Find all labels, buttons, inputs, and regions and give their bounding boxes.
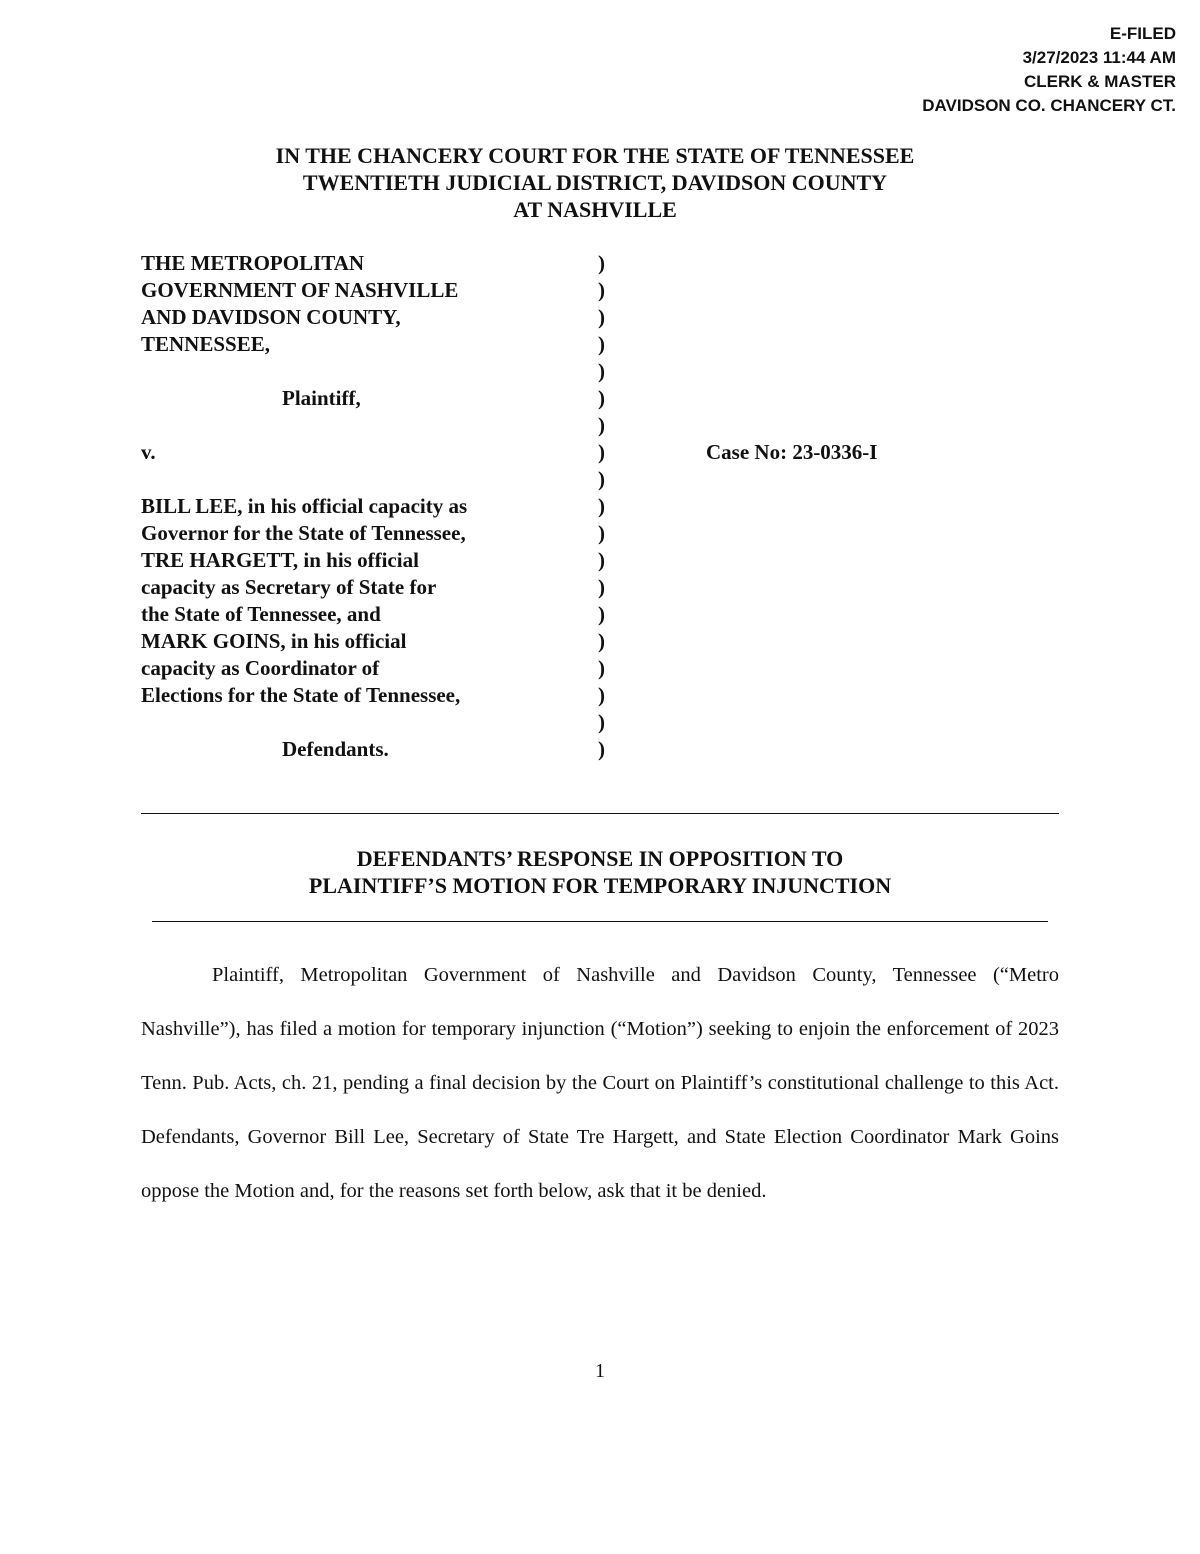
body-paragraph: Plaintiff, Metropolitan Government of Nashville and Davidson County, Tennessee (“Metro Nashville”), has filed a motion for temporary injunction (“Motion”) seeking to enjoin the enforcement of 2023 Tenn. Pub. Acts, ch. 21, pending a final decision by the Court on Plaintiff’s constitutional challenge to this Act. Defendants, Governor Bill Lee, Secretary of State Tre Hargett, and State Election Coordinator Mark Goins oppose the Motion and, for the reasons set forth below, ask that it be denied. [141, 964, 1059, 1202]
court-header-line: TWENTIETH JUDICIAL DISTRICT, DAVIDSON COUNTY [302, 170, 888, 195]
spacer [141, 358, 581, 385]
defendant-name-line: capacity as Coordinator of [141, 656, 380, 680]
stamp-line: CLERK & MASTER [1023, 72, 1176, 91]
versus-label: v. [141, 440, 156, 464]
plaintiff-name-line: AND DAVIDSON COUNTY, [141, 305, 401, 329]
plaintiff-name-line: GOVERNMENT OF NASHVILLE [141, 278, 459, 302]
stamp-line: E-FILED [1109, 24, 1176, 43]
plaintiff-label: Plaintiff, [282, 386, 361, 410]
paren-mark: ) [598, 548, 605, 572]
spacer [141, 709, 581, 736]
paren-mark: ) [598, 629, 605, 653]
caption-paren-column [598, 250, 605, 763]
title-divider-top [141, 813, 1059, 814]
paren-mark: ) [598, 386, 605, 410]
paren-mark: ) [598, 467, 605, 491]
document-title [0, 845, 1200, 899]
defendant-label: Defendants. [282, 737, 389, 761]
paren-mark: ) [598, 332, 605, 356]
caption-parties [141, 250, 581, 763]
paren-mark: ) [598, 683, 605, 707]
page-number: 1 [595, 1360, 605, 1382]
plaintiff-name-line: THE METROPOLITAN [141, 251, 365, 275]
paren-mark: ) [598, 440, 605, 464]
paren-mark: ) [598, 575, 605, 599]
stamp-line: DAVIDSON CO. CHANCERY CT. [922, 96, 1176, 115]
paren-mark: ) [598, 278, 605, 302]
stamp-line: 3/27/2023 11:44 AM [1022, 48, 1176, 67]
defendant-name-line: capacity as Secretary of State for [141, 575, 437, 599]
defendant-name-line: BILL LEE, in his official capacity as [141, 494, 468, 518]
paren-mark: ) [598, 413, 605, 437]
defendant-name-line: Governor for the State of Tennessee, [141, 521, 466, 545]
body-text [141, 948, 1059, 1218]
spacer [141, 412, 581, 439]
paren-mark: ) [598, 656, 605, 680]
paren-mark: ) [598, 359, 605, 383]
paren-mark: ) [598, 494, 605, 518]
paren-mark: ) [598, 737, 605, 761]
paren-mark: ) [598, 305, 605, 329]
court-header-line: IN THE CHANCERY COURT FOR THE STATE OF TENNESSEE [275, 143, 915, 168]
spacer [141, 466, 581, 493]
defendant-name-line: Elections for the State of Tennessee, [141, 683, 461, 707]
document-title-line: PLAINTIFF’S MOTION FOR TEMPORARY INJUNCTION [308, 873, 892, 898]
paren-mark: ) [598, 710, 605, 734]
e-filed-stamp [922, 22, 1176, 118]
plaintiff-name-line: TENNESSEE, [141, 332, 270, 356]
case-number: Case No: 23-0336-I [706, 440, 878, 464]
paren-mark: ) [598, 521, 605, 545]
paren-mark: ) [598, 251, 605, 275]
court-header [0, 142, 1190, 223]
title-divider-bottom [152, 921, 1048, 922]
defendant-name-line: TRE HARGETT, in his official [141, 548, 419, 572]
paren-mark: ) [598, 602, 605, 626]
defendant-name-line: MARK GOINS, in his official [141, 629, 407, 653]
defendant-name-line: the State of Tennessee, and [141, 602, 381, 626]
court-header-line: AT NASHVILLE [513, 197, 677, 222]
document-title-line: DEFENDANTS’ RESPONSE IN OPPOSITION TO [356, 846, 844, 871]
